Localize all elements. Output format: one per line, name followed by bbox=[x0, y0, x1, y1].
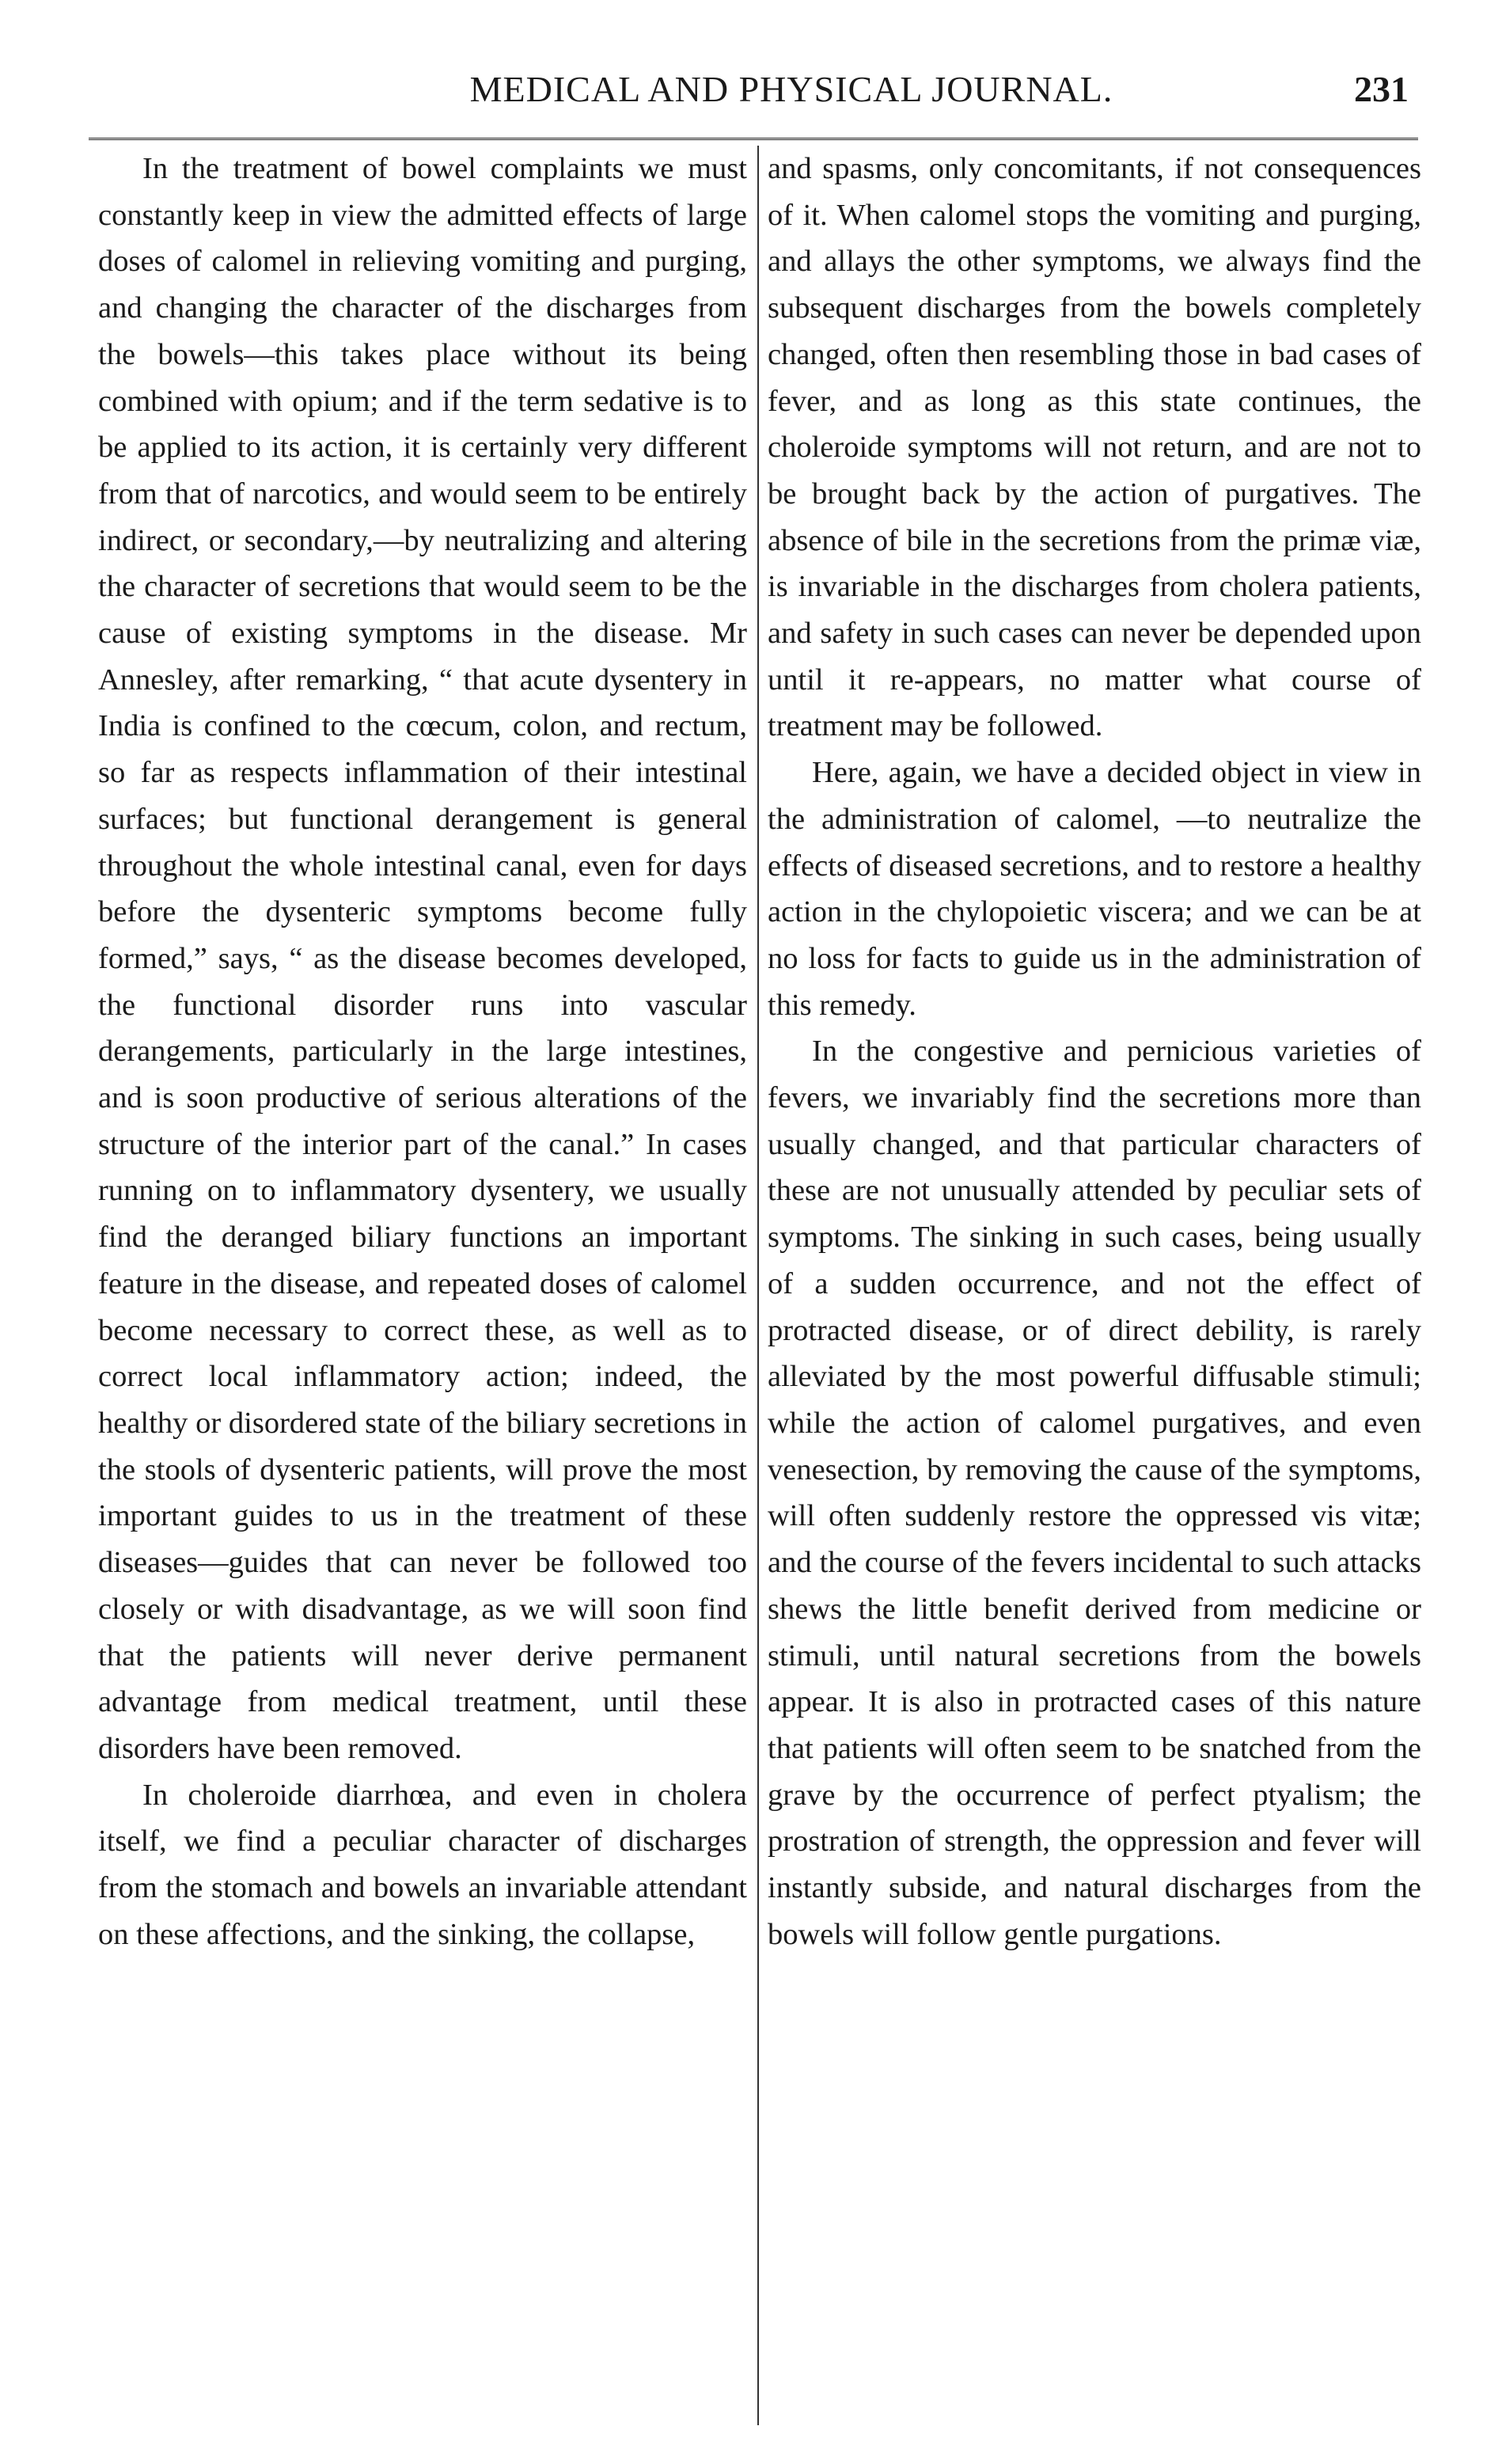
paragraph-congestive-fevers: In the congestive and pernicious varieties of fevers, we invariably find the secretions more than usually changed, and that particular characters of these are not unusually attended by peculiar sets of symptoms. The sinking in such cases, being usually of a sudden occurrence, and not the effect of protracted disease, or of direct debility, is rarely alleviated by the most powerful diffusable stimuli; while the action of calomel purgatives, and even venesection, by removing the cause of the symptoms, will often suddenly restore the oppressed vis vitæ; and the course of the fevers incidental to such attacks shews the little benefit derived from medicine or stimuli, until natural secretions from the bowels appear. It is also in protracted cases of this nature that patients will often seem to be snatched from the grave by the occurrence of perfect ptyalism; the prostration of strength, the oppression and fever will instantly subside, and natural discharges from the bowels will follow gentle purgations. bbox=[768, 1035, 1421, 1951]
journal-title: MEDICAL AND PHYSICAL JOURNAL. bbox=[469, 69, 1113, 109]
running-head bbox=[95, 68, 1424, 116]
header-rule bbox=[89, 138, 1418, 140]
left-column bbox=[98, 146, 747, 1957]
right-column bbox=[768, 146, 1421, 1957]
paragraph-choleroide-diarrhoea: In choleroide diarrhœa, and even in cholera itself, we find a peculiar character of discharges from the stomach and bowels an invariable attendant on these affections, and the sinking, the collapse, bbox=[98, 1778, 747, 1951]
paragraph-calomel-object: Here, again, we have a decided object in view in the administration of calomel, —to neutralize the effects of diseased secretions, and to restore a healthy action in the chylopoietic viscera; and we can be at no loss for facts to guide us in the administration of this remedy. bbox=[768, 756, 1421, 1022]
page-number: 231 bbox=[1354, 69, 1409, 109]
column-divider bbox=[757, 146, 759, 2425]
paragraph-bowel-complaints: In the treatment of bowel complaints we must constantly keep in view the admitted effects of large doses of calomel in relieving vomiting and purging, and changing the character of the discharges from the bowels—this takes place without its being combined with opium; and if the term sedative is to be applied to its action, it is certainly very different from that of narcotics, and would seem to be entirely indirect, or secondary,—by neutralizing and altering the character of secretions that would seem to be the cause of existing symptoms in the disease. Mr Annesley, after remarking, “ that acute dysentery in India is confined to the cœcum, colon, and rectum, so far as respects inflammation of their intestinal surfaces; but functional derangement is general throughout the whole intestinal canal, even for days before the dysenteric symptoms become fully formed,” says, “ as the disease becomes developed, the functional disorder runs into vascular derangements, particularly in the large intestines, and is soon productive of serious alterations of the structure of the interior part of the canal.” In cases running on to inflammatory dysentery, we usually find the deranged biliary functions an important feature in the disease, and repeated doses of calomel become necessary to correct these, as well as to correct local inflammatory action; indeed, the healthy or disordered state of the biliary secretions in the stools of dysenteric patients, will prove the most important guides to us in the treatment of these diseases—guides that can never be followed too closely or with disadvantage, as we will soon find that the patients will never derive permanent advantage from medical treatment, until these disorders have been removed. bbox=[98, 152, 747, 1765]
paragraph-continued-spasms: and spasms, only concomitants, if not consequences of it. When calomel stops the vomiting and purging, and allays the other symptoms, we always find the subsequent discharges from the bowels completely changed, often then resembling those in bad cases of fever, and as long as this state continues, the choleroide symptoms will not return, and are not to be brought back by the action of purgatives. The absence of bile in the secretions from the primæ viæ, is invariable in the discharges from cholera patients, and safety in such cases can never be depended upon until it re-appears, no matter what course of treatment may be followed. bbox=[768, 152, 1421, 743]
